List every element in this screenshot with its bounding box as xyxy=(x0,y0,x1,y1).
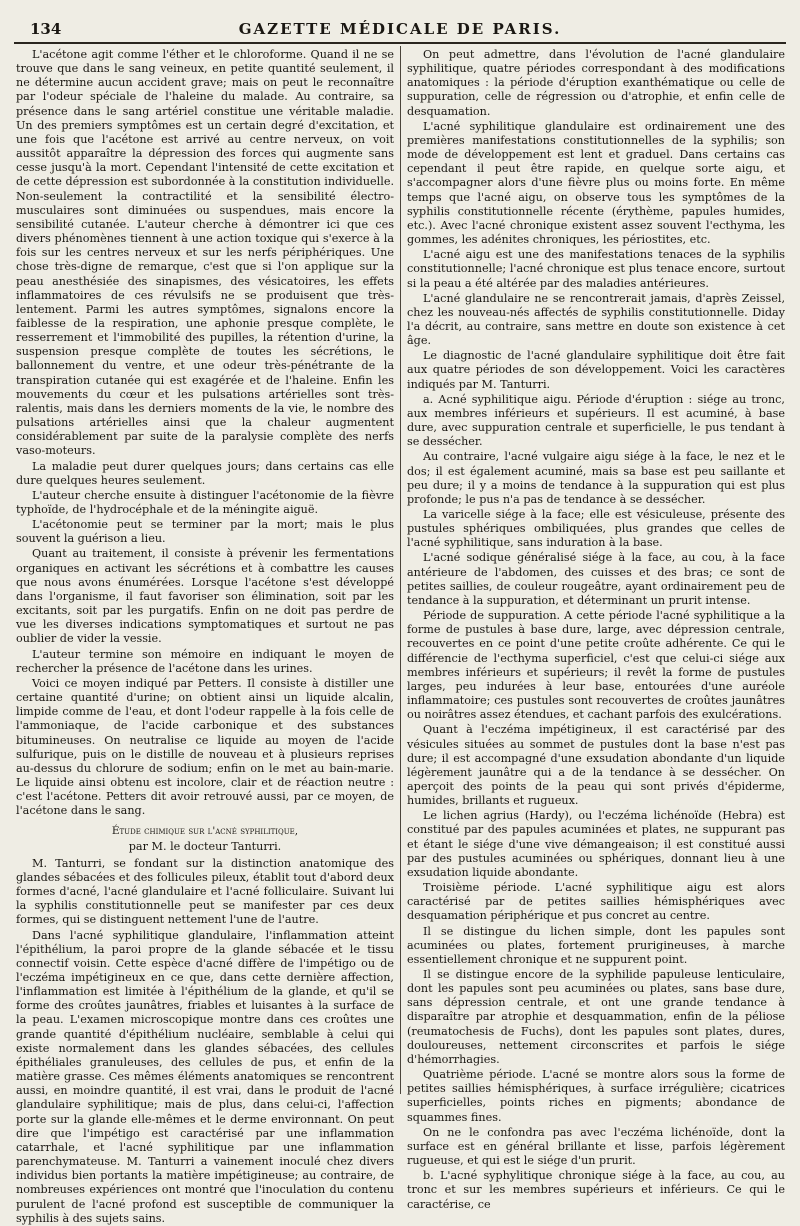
paragraph: On peut admettre, dans l'évolution de l'acné glandulaire syphilitique, quatre périodes correspondant à des modifications anatomiques : la période d'éruption exanthématique ou celle de suppuration, celle de régression ou d'atrophie, et enfin celle de desquamation. xyxy=(407,48,785,118)
paragraph: Quant au traitement, il consiste à prévenir les fermentations organiques en activant les sécrétions et à combattre les causes que nous avons énumérées. Lorsque l'acétone s'est développé dans l'organisme, il faut favoriser son élimination, soit par les excitants, soit par les purgatifs. Enfin on ne doit pas perdre de vue les diverses indications symptomatiques et surtout ne pas oublier de vider la vessie. xyxy=(16,547,394,646)
paragraph: L'acné syphilitique glandulaire est ordinairement une des premières manifestations constitutionnelles de la syphilis; son mode de développement est lent et graduel. Dans certains cas cependant il peut être rapide, en quelque sorte aigu, et s'accompagner alors d'une fièvre plus ou moins forte. En même temps que l'acné aigu, on observe tous les symptômes de la syphilis constitutionnelle récente (érythème, papules humides, etc.). Avec l'acné chronique existent assez souvent l'ecthyma, les gommes, les adénites chroniques, les périostites, etc. xyxy=(407,119,785,247)
paragraph: a. Acné syphilitique aigu. Période d'éruption : siége au tronc, aux membres inférieurs et supérieurs. Il est acuminé, à base dure, avec suppuration centrale et superficielle, le pus tendant à se dessécher. xyxy=(407,392,785,449)
page-header xyxy=(14,20,786,44)
paragraph: b. L'acné syphylitique chronique siége à la face, au cou, au tronc et sur les membres supérieurs et inférieurs. Ce qui le caractérise, ce xyxy=(407,1169,785,1211)
paragraph: L'acné sodique généralisé siége à la face, au cou, à la face antérieure de l'abdomen, des cuisses et des bras; ce sont de petites saillies, de couleur rougeâtre, ayant ordinairement peu de tendance à la suppuration, et déterminant un prurit intense. xyxy=(407,551,785,607)
paragraph: La varicelle siége à la face; elle est vésiculeuse, présente des pustules sphériques ombiliquées, plus grandes que celles de l'acné syphilitique, sans induration à la base. xyxy=(407,508,785,550)
paragraph: Il se distingue encore de la syphilide papuleuse lenticulaire, dont les papules sont peu acuminées ou plates, sans base dure, sans dépression centrale, et ont une grande tendance à disparaître par atrophie et desquammation, enfin de la péliose (reumatochesis de Fuchs), dont les papules sont plates, dures, douloureuses, nettement circonscrites et parfois le siége d'hémorrhagies. xyxy=(407,968,785,1066)
paragraph: L'auteur termine son mémoire en indiquant le moyen de rechercher la présence de l'acétone dans les urines. xyxy=(16,647,394,675)
paragraph: Dans l'acné syphilitique glandulaire, l'inflammation atteint l'épithélium, la paroi propre de la glande sébacée et le tissu connectif voisin. Cette espèce d'acné diffère de l'impétigo ou de l'eczéma impétigineux en ce que, dans cette dernière affection, l'inflammation est limitée à l'épithélium de la glande, et qu'il se forme des croûtes jaunâtres, friables et luisantes à la surface de la peau. L'examen microscopique montre dans ces croûtes une grande quantité d'épithélium nucléaire, semblable à celui qui existe normalement dans les glandes sébacées, des cellules épithéliales granuleuses, des cellules de pus, et enfin de la matière grasse. Ces mêmes éléments anatomiques se rencontrent aussi, en moindre quantité, il est vrai, dans le produit de l'acné glandulaire syphilitique; mais de plus, dans celui-ci, l'affection porte sur la glande elle-mêmes et le derme environnant. On peut dire que l'impétigo est caractérisé par une inflammation catarrhale, et l'acné syphilitique par une inflammation parenchymateuse. M. Tanturri a vainement inoculé chez divers individus bien portants la matière impétigineuse; au contraire, de nombreuses expériences ont montré que l'inoculation du contenu purulent de l'acné profond est susceptible de communiquer la syphilis à des sujets sains. xyxy=(16,928,394,1225)
paragraph: L'auteur cherche ensuite à distinguer l'acétonomie de la fièvre typhoïde, de l'hydrocéphale et de la méningite aiguë. xyxy=(16,488,394,516)
journal-title: GAZETTE MÉDICALE DE PARIS. xyxy=(238,20,562,38)
paragraph: L'acétonomie peut se terminer par la mort; mais le plus souvent la guérison a lieu. xyxy=(16,518,394,546)
paragraph: Période de suppuration. A cette période l'acné syphilitique a la forme de pustules à base dure, large, avec dépression centrale, recouvertes en ce point d'une petite croûte adhérente. Ce qui le différencie de l'ecthyma superficiel, c'est que celui-ci siége aux membres inférieurs et supérieurs; il revêt la forme de pustules larges, peu indurées à leur base, entourées d'une auréole inflammatoire; ces pustules sont recouvertes de croûtes jaunâtres ou noirâtres assez étendues, et cachant parfois des exulcérations. xyxy=(407,609,785,722)
paragraph: L'acné glandulaire ne se rencontrerait jamais, d'après Zeissel, chez les nouveau-nés affectés de syphilis constitutionnelle. Diday l'a décrit, au contraire, sans mettre en doute son existence à cet âge. xyxy=(407,291,785,348)
left-column xyxy=(16,48,394,1225)
paragraph: Quatrième période. L'acné se montre alors sous la forme de petites saillies hémisphériques, à surface irrégulière; cicatrices superficielles, points riches en pigments; abondance de squammes fines. xyxy=(407,1068,785,1124)
paragraph: Voici ce moyen indiqué par Petters. Il consiste à distiller une certaine quantité d'urine; on obtient ainsi un liquide alcalin, limpide comme de l'eau, et dont l'odeur rappelle à la fois celle de l'ammoniaque, de l'acide carbonique et des substances bitumineuses. On neutralise ce liquide au moyen de l'acide sulfurique, puis on le distille de nouveau et à plusieurs reprises au-dessus du chlorure de sodium; enfin on le met au bain-marie. Le liquide ainsi obtenu est incolore, clair et de réaction neutre : c'est l'acétone. Petters dit avoir retrouvé aussi, par ce moyen, de l'acétone dans le sang. xyxy=(16,676,394,818)
article-author: par M. le docteur Tanturri. xyxy=(128,839,282,853)
paragraph: Au contraire, l'acné vulgaire aigu siége à la face, le nez et le dos; il est également acuminé, mais sa base est peu saillante et peu dure; il y a moins de tendance à la suppuration qui est plus profonde; le pus n'a pas de tendance à se dessécher. xyxy=(407,450,785,506)
article-title: Étude chimique sur l'acné syphilitique, xyxy=(111,825,299,838)
paragraph: L'acétone agit comme l'éther et le chloroforme. Quand il ne se trouve que dans le sang veineux, en petite quantité seulement, il ne détermine aucun accident grave; mais on peut le reconnaître par l'odeur spéciale de l'haleine du malade. Au contraire, sa présence dans le sang artériel constitue une véritable maladie. Un des premiers symptômes est un certain degré d'excitation, et une fois que l'acétone est arrivé au centre nerveux, on voit aussitôt apparaître la dépression des forces qui augmente sans cesse jusqu'à la mort. Cependant l'intensité de cette excitation et de cette dépression est subordonnée à la constitution individuelle. Non-seulement la contractilité et la sensibilité électro-musculaires sont diminuées ou suspendues, mais encore la sensibilité cutanée. L'auteur cherche à démontrer ici que ces divers phénomènes tiennent à une action toxique qui s'exerce à la fois sur les centres nerveux et sur les nerfs périphériques. Une chose très-digne de remarque, c'est que si l'on applique sur la peau anesthésiée des sinapismes, des vésicatoires, les effets inflammatoires de ces révulsifs ne se produisent que très-lentement. Parmi les autres symptômes, signalons encore la faiblesse de la respiration, une aphonie presque complète, le resserrement et l'immobilité des pupilles, la rétention d'urine, la suspension presque complète de toutes les sécrétions, le ballonnement du ventre, et une odeur très-pénétrante de la transpiration cutanée qui est exagérée et de l'haleine. Enfin les mouvements du cœur et les pulsations artérielles sont très-ralentis, mais dans les derniers moments de la vie, le nombre des pulsations artérielles ainsi que la chaleur augmentent considérablement par suite de la paralysie complète des nerfs vaso-moteurs. xyxy=(16,48,394,458)
paragraph: Troisième période. L'acné syphilitique aigu est alors caractérisé par de petites saillies hémisphériques avec desquamation périphérique et pus concret au centre. xyxy=(407,881,785,923)
paragraph: L'acné aigu est une des manifestations tenaces de la syphilis constitutionnelle; l'acné chronique est plus tenace encore, surtout si la peau a été altérée par des maladies antérieures. xyxy=(407,248,785,290)
paragraph: Il se distingue du lichen simple, dont les papules sont acuminées ou plates, fortement prurigineuses, à marche essentiellement chronique et ne suppurent point. xyxy=(407,924,785,966)
paragraph: Quant à l'eczéma impétigineux, il est caractérisé par des vésicules situées au sommet de pustules dont la base n'est pas dure; il est accompagné d'une exsudation abondante d'un liquide légèrement jaunâtre qui a de la tendance à se dessécher. On aperçoit des points de la peau qui sont privés d'épiderme, humides, brillants et rugueux. xyxy=(407,723,785,808)
paragraph: La maladie peut durer quelques jours; dans certains cas elle dure quelques heures seulement. xyxy=(16,459,394,487)
paragraph: Le lichen agrius (Hardy), ou l'eczéma lichénoïde (Hebra) est constitué par des papules acuminées et plates, ne suppurant pas et étant le siége d'une vive démangeaison; il est constitué aussi par des pustules acuminées ou sphériques, donnant lieu à une exsudation liquide abondante. xyxy=(407,809,785,879)
page-number: 134 xyxy=(30,20,62,38)
right-column xyxy=(407,48,785,1211)
column-divider xyxy=(400,46,401,1094)
paragraph: Le diagnostic de l'acné glandulaire syphilitique doit être fait aux quatre périodes de son développement. Voici les caractères indiqués par M. Tanturri. xyxy=(407,349,785,391)
paragraph: On ne le confondra pas avec l'eczéma lichénoïde, dont la surface est en général brillante et lisse, parfois légèrement rugueuse, et qui est le siége d'un prurit. xyxy=(407,1125,785,1168)
paragraph: M. Tanturri, se fondant sur la distinction anatomique des glandes sébacées et des follicules pileux, établit tout d'abord deux formes d'acné, l'acné glandulaire et l'acné folliculaire. Suivant lui la syphilis constitutionnelle peut se manifester par ces deux formes, qui se distinguent nettement l'une de l'autre. xyxy=(16,856,394,927)
